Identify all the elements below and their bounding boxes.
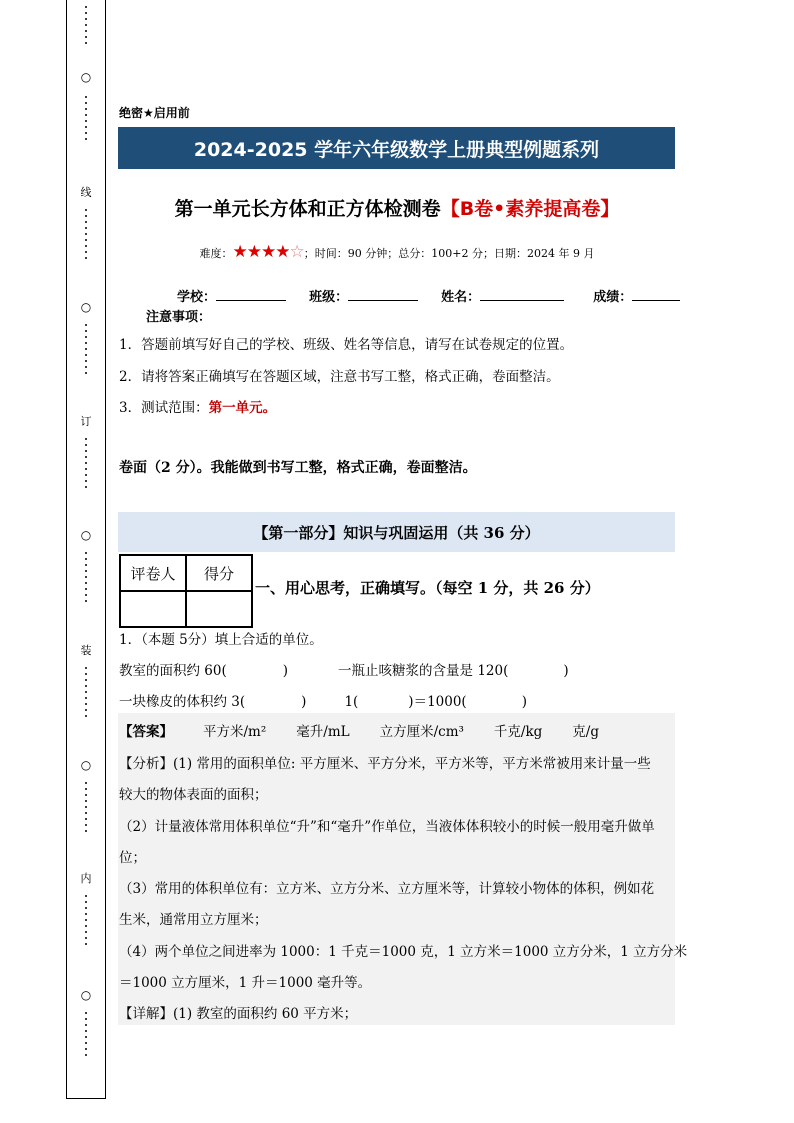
detail-line: 【详解】(1) 教室的面积约 60 平方米； <box>119 1006 358 1022</box>
series-banner: 2024-2025 学年六年级数学上册典型例题系列 <box>118 127 675 169</box>
dotted-line <box>84 2 88 48</box>
answer-value: 平方米/m² <box>203 724 267 740</box>
grader-table <box>119 554 253 628</box>
exam-title <box>0 194 794 221</box>
analysis-line: 生米，通常用立方厘米； <box>119 912 268 928</box>
question-heading: 一、用心思考，正确填写。（每空 1 分，共 26 分） <box>255 579 600 597</box>
blank-prompt: 一块橡皮的体积约 3( <box>119 694 246 710</box>
question-line <box>119 690 527 710</box>
name-field[interactable] <box>480 288 564 301</box>
blank-close: ) <box>521 694 527 710</box>
answer-value: 克/g <box>572 724 599 740</box>
analysis-line: （4）两个单位之间进率为 1000：1 千克＝1000 克，1 立方米＝1000 立方分米，1 立方分米 <box>119 944 688 960</box>
class-field[interactable] <box>348 288 418 301</box>
answer-value: 毫升/mL <box>296 724 350 740</box>
binding-circle: ○ <box>80 300 92 314</box>
binding-label-order: 订 <box>80 415 92 428</box>
binding-circle: ○ <box>80 988 92 1002</box>
dotted-line <box>84 663 88 721</box>
question-stem: 1．（本题 5分）填上合适的单位。 <box>119 632 323 648</box>
neatness-statement: 卷面（2 分）。我能做到书写工整，格式正确，卷面整洁。 <box>119 460 477 476</box>
score-header: 得分 <box>186 555 252 591</box>
answer-value: 立方厘米/cm³ <box>379 724 464 740</box>
analysis-line: ＝1000 立方厘米，1 升＝1000 毫升等。 <box>119 975 372 991</box>
answer-line <box>119 720 599 740</box>
confidential-label: 绝密★启用前 <box>119 106 190 120</box>
question-line <box>119 659 569 679</box>
binding-label-inner: 内 <box>80 872 92 885</box>
dotted-line <box>84 434 88 492</box>
answer-value: 千克/kg <box>493 724 543 740</box>
binding-circle: ○ <box>80 528 92 542</box>
grader-label: 评卷人 <box>120 555 186 591</box>
dotted-line <box>84 778 88 836</box>
score-field[interactable] <box>632 288 680 301</box>
binding-label-line: 线 <box>80 186 92 199</box>
dotted-line <box>84 891 88 949</box>
blank-prompt: 教室的面积约 60( <box>119 663 227 679</box>
student-info-line <box>177 286 680 305</box>
class-label: 班级： <box>309 290 349 305</box>
school-label: 学校： <box>177 290 217 305</box>
binding-margin <box>66 0 106 1099</box>
blank-close: ) <box>301 694 307 710</box>
binding-label-bind: 装 <box>80 644 92 657</box>
analysis-line: 【分析】(1) 常用的面积单位: 平方厘米、平方分米，平方米等，平方米常被用来计量一些 <box>119 756 651 772</box>
blank-prompt: )＝1000( <box>408 694 467 710</box>
dotted-line <box>84 320 88 378</box>
note-item-prefix: 3．测试范围： <box>119 400 209 416</box>
dotted-line <box>84 548 88 606</box>
name-label: 姓名： <box>441 290 481 305</box>
note-item: 2．请将答案正确填写在答题区域，注意书写工整，格式正确，卷面整洁。 <box>119 369 560 385</box>
dotted-line <box>84 1008 88 1060</box>
difficulty-label: 难度： <box>199 247 233 260</box>
analysis-line: （2）计量液体常用体积单位“升”和“毫升”作单位，当液体体积较小的时候一般用毫升做单 <box>119 819 655 835</box>
blank-close: ) <box>563 663 569 679</box>
school-field[interactable] <box>216 288 286 301</box>
meta-details: ；时间：90 分钟；总分：100+2 分；日期：2024 年 9 月 <box>303 247 595 260</box>
binding-circle: ○ <box>80 70 92 84</box>
note-item: 1．答题前填写好自己的学校、班级、姓名等信息，请写在试卷规定的位置。 <box>119 337 574 353</box>
star-empty-icon: ☆ <box>289 242 304 262</box>
blank-close: ) <box>282 663 289 679</box>
blank-prompt: 一瓶止咳糖浆的含量是 120( <box>338 663 509 679</box>
answer-label: 【答案】 <box>119 724 173 740</box>
dotted-line <box>84 92 88 144</box>
grader-cell[interactable] <box>120 591 186 627</box>
section-title: 【第一部分】知识与巩固运用（共 36 分） <box>118 512 675 552</box>
test-scope: 第一单元。 <box>208 400 277 416</box>
exam-meta <box>0 242 794 262</box>
notes-heading: 注意事项： <box>146 310 212 325</box>
exam-title-main: 第一单元长方体和正方体检测卷 <box>174 198 441 220</box>
analysis-line: 较大的物体表面的面积； <box>119 787 268 803</box>
analysis-line: 位； <box>119 850 146 866</box>
binding-circle: ○ <box>80 758 92 772</box>
blank-prompt: 1( <box>344 694 359 710</box>
analysis-line: （3）常用的体积单位有：立方米、立方分米、立方厘米等，计算较小物体的体积，例如花 <box>119 881 655 897</box>
score-label: 成绩： <box>593 290 633 305</box>
score-cell[interactable] <box>186 591 252 627</box>
star-filled-icon: ★★★★ <box>232 242 290 262</box>
exam-title-tag: 【B卷•素养提高卷】 <box>440 198 620 220</box>
note-item <box>119 396 276 416</box>
